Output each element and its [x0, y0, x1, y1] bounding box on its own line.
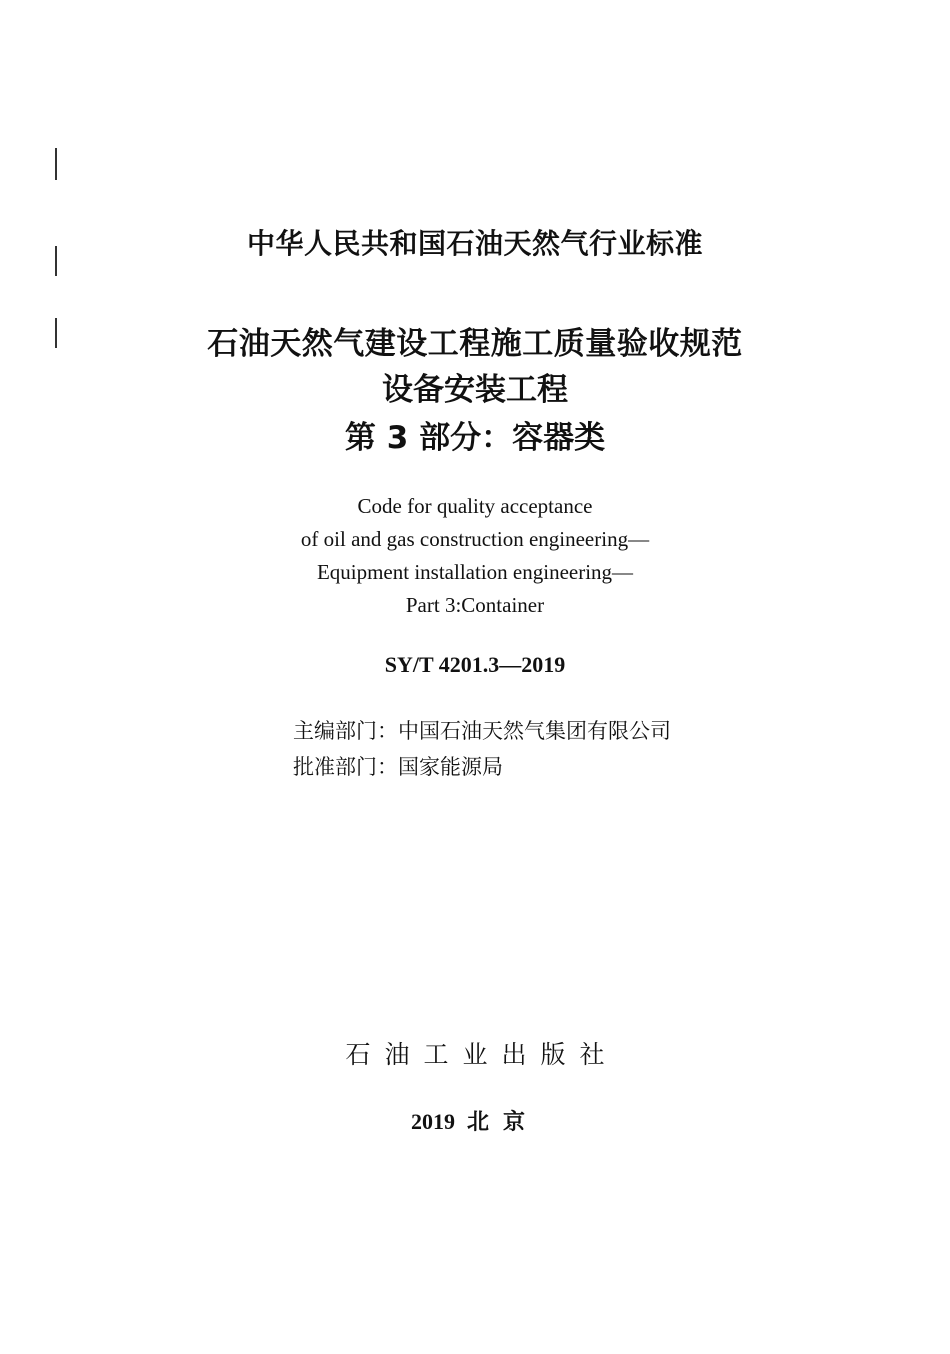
approving-department: 批准部门：国家能源局: [293, 755, 503, 779]
publisher-name: 石油工业出版社: [345, 1040, 619, 1069]
publication-year: 2019: [410, 1109, 455, 1134]
title-en-line-2: of oil and gas construction engineering—: [300, 527, 650, 551]
title-en-line-3: Equipment installation engineering—: [316, 560, 634, 584]
title-en-line-4: Part 3:Container: [405, 593, 545, 617]
title-zh-line-1: 石油天然气建设工程施工质量验收规范: [207, 326, 743, 362]
title-en-line-1: Code for quality acceptance: [357, 494, 593, 518]
title-zh-line-3: 第 3 部分：容器类: [344, 420, 606, 456]
publication-city: 北京: [466, 1110, 539, 1135]
title-zh-line-2: 设备安装工程: [382, 372, 568, 408]
scan-edge-mark: [55, 148, 57, 180]
publication-year-city: [0, 1105, 950, 1136]
chief-editor-department: 主编部门：中国石油天然气集团有限公司: [293, 719, 671, 743]
standard-number: SY/T 4201.3—2019: [384, 652, 566, 677]
standard-category: 中华人民共和国石油天然气行业标准: [246, 227, 703, 260]
